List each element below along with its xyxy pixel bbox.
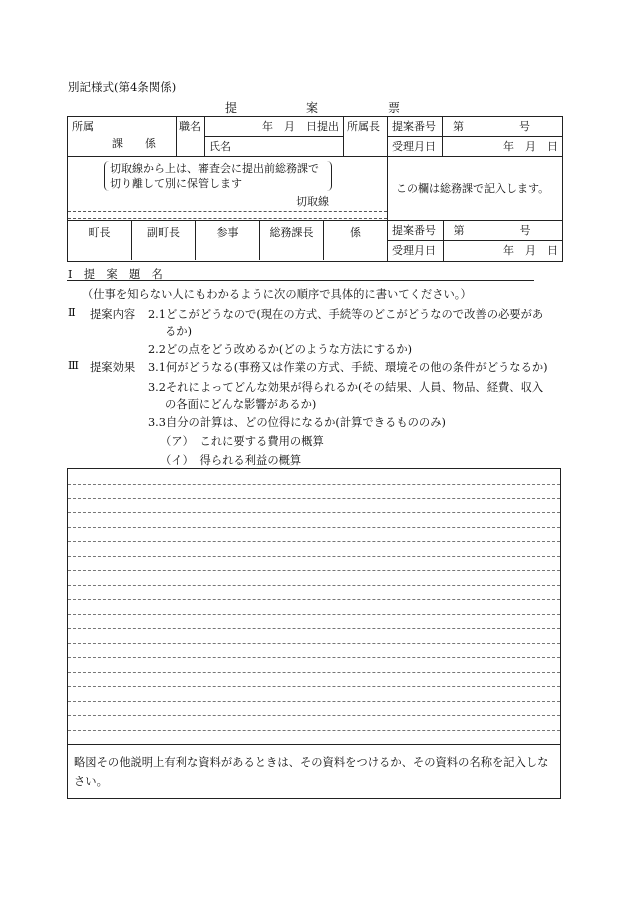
writing-line xyxy=(68,570,560,571)
writing-line xyxy=(68,541,560,542)
dept-head-label: 所属長 xyxy=(344,117,388,157)
writing-line xyxy=(68,701,560,702)
writing-line xyxy=(68,643,560,644)
section-2-label: 提案内容 xyxy=(90,308,136,321)
approver-row xyxy=(68,220,388,261)
writing-line xyxy=(68,686,560,687)
cut-note-line1: 切取線から上は、審査会に提出前総務課で xyxy=(110,162,319,175)
affiliation-label: 所属 xyxy=(72,120,94,133)
writing-line xyxy=(68,484,560,485)
section-3-number: Ⅲ xyxy=(68,359,79,372)
writing-line xyxy=(68,512,560,513)
attachment-note: 略図その他説明上有利な資料があるときは、その資料をつけるか、その資料の名称を記入しなさい。 xyxy=(67,744,561,799)
post-label: 職名 xyxy=(177,117,205,157)
writing-line xyxy=(68,556,560,557)
approver-mayor: 町長 xyxy=(68,221,132,261)
office-use-block xyxy=(388,220,563,261)
cut-line-area xyxy=(68,157,388,221)
title-char-2: 案 xyxy=(306,101,319,115)
section-1-underline xyxy=(67,280,534,281)
proposal-no-label-2: 提案番号 xyxy=(388,221,443,241)
section-1-heading: Ⅰ 提 案 題 名 xyxy=(68,268,163,281)
approver-general-affairs-head: 総務課長 xyxy=(259,221,323,261)
name-label: 氏名 xyxy=(205,137,344,157)
received-value-2: 年 月 日 xyxy=(503,244,558,258)
section-2-number: Ⅱ xyxy=(68,306,76,319)
writing-line xyxy=(68,498,560,499)
writing-line xyxy=(68,672,560,673)
section-3-3: 3.3自分の計算は、どの位得になるか(計算できるもののみ) xyxy=(148,416,446,429)
writing-line xyxy=(68,527,560,528)
writing-area[interactable] xyxy=(67,468,561,745)
received-label-2: 受理月日 xyxy=(388,241,443,261)
cut-line-label: 切取線 xyxy=(296,195,329,208)
proposal-no-value-2: 第 号 xyxy=(443,221,562,241)
date-submitted: 年 月 日提出 xyxy=(205,117,344,137)
writing-line xyxy=(68,599,560,600)
section-1-note: （仕事を知らない人にもわかるように次の順序で具体的に書いてください。） xyxy=(82,288,472,301)
title-char-1: 提 xyxy=(225,101,238,115)
writing-line xyxy=(68,628,560,629)
writing-line xyxy=(68,657,560,658)
cut-note-line2: 切り離して別に保管します xyxy=(110,177,242,190)
section-3-label: 提案効果 xyxy=(90,361,136,374)
form-reference: 別記様式(第4条関係) xyxy=(68,80,177,94)
approver-section: 係 xyxy=(323,221,387,261)
section-3-3-a: （ア） これに要する費用の概算 xyxy=(160,435,324,448)
section-3-2-line1: 3.2それによってどんな効果が得られるか(その結果、人員、物品、経費、収入 xyxy=(148,381,544,394)
title-char-3: 票 xyxy=(388,101,401,115)
cut-line-dash-2 xyxy=(68,218,387,219)
writing-line xyxy=(68,585,560,586)
section-3-2-line2: の各面にどんな影響があるか) xyxy=(165,398,317,411)
header-table xyxy=(67,116,563,262)
proposal-no-value: 第 号 xyxy=(443,117,563,137)
affiliation-cell xyxy=(68,117,177,157)
cut-line-dash-1 xyxy=(68,211,387,212)
section-2-2: 2.2どの点をどう改めるか(どのような方法にするか) xyxy=(148,343,413,356)
section-2-1-line1: 2.1どこがどうなので(現在の方式、手続等のどこがどうなので改善の必要があ xyxy=(148,308,544,321)
section-3-1: 3.1何がどうなる(事務又は作業の方式、手続、環境その他の条件がどうなるか) xyxy=(148,361,548,374)
section-3-3-b: （イ） 得られる利益の概算 xyxy=(160,454,302,467)
writing-line xyxy=(68,715,560,716)
section-label: 課 係 xyxy=(112,137,156,150)
writing-line xyxy=(68,730,560,731)
office-use-note: この欄は総務課で記入します。 xyxy=(388,157,563,221)
proposal-no-label: 提案番号 xyxy=(388,117,443,137)
approver-councilor: 参事 xyxy=(196,221,260,261)
received-label: 受理月日 xyxy=(388,137,443,157)
section-2-1-line2: るか) xyxy=(165,325,193,338)
writing-line xyxy=(68,614,560,615)
received-value: 年 月 日 xyxy=(443,137,563,157)
approver-deputy-mayor: 副町長 xyxy=(132,221,196,261)
